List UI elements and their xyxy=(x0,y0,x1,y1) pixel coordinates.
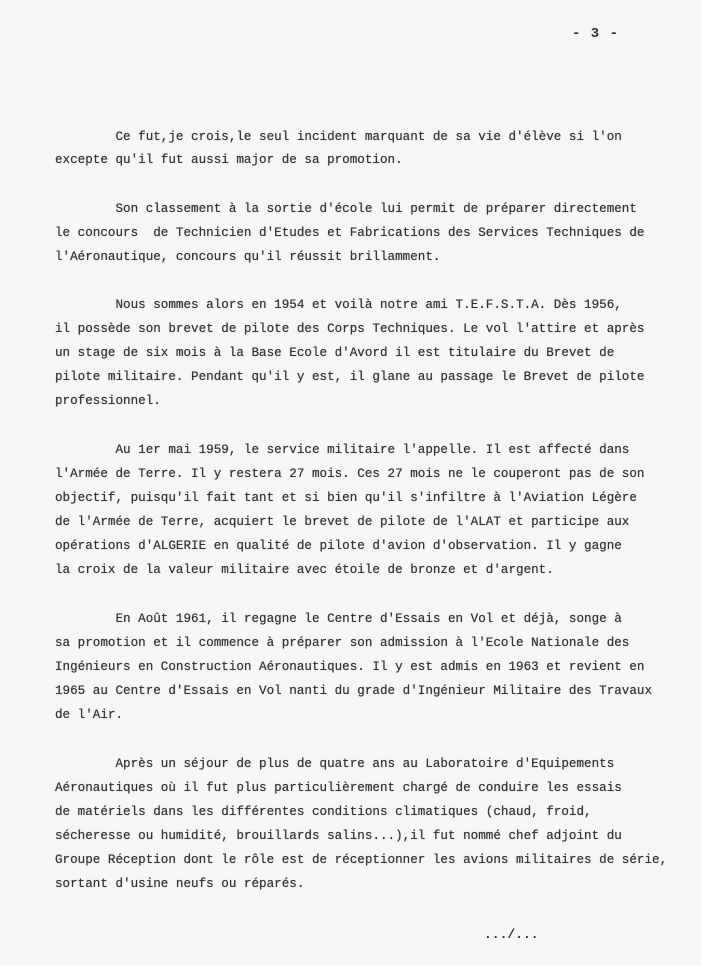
text-line: opérations d'ALGERIE en qualité de pilote d'avion d'observation. Il y gagne xyxy=(55,539,622,553)
text-line: la croix de la valeur militaire avec étoile de bronze et d'argent. xyxy=(55,563,554,577)
text-line: un stage de six mois à la Base Ecole d'Avord il est titulaire du Brevet de xyxy=(55,346,615,360)
text-line: professionnel. xyxy=(55,394,161,408)
text-line: sa promotion et il commence à préparer son admission à l'Ecole Nationale des xyxy=(55,636,630,650)
text-line: sécheresse ou humidité, brouillards salins...),il fut nommé chef adjoint du xyxy=(55,829,622,843)
text-line: pilote militaire. Pendant qu'il y est, il glane au passage le Brevet de pilote xyxy=(55,370,645,384)
text-line: Après un séjour de plus de quatre ans au Laboratoire d'Equipements xyxy=(55,757,615,771)
text-line: objectif, puisqu'il fait tant et si bien qu'il s'infiltre à l'Aviation Légère xyxy=(55,491,637,505)
continued-marker: .../... xyxy=(484,927,539,942)
text-line: sortant d'usine neufs ou réparés. xyxy=(55,877,305,891)
text-line: l'Armée de Terre. Il y restera 27 mois. Ces 27 mois ne le couperont pas de son xyxy=(55,467,645,481)
text-line: Nous sommes alors en 1954 et voilà notre ami T.E.F.S.T.A. Dès 1956, xyxy=(55,298,622,312)
page-number: - 3 - xyxy=(572,26,620,42)
text-line: Ce fut,je crois,le seul incident marquant de sa vie d'élève si l'on xyxy=(55,130,622,144)
text-line: de l'Air. xyxy=(55,708,124,722)
text-line: Ingénieurs en Construction Aéronautiques. Il y est admis en 1963 et revient en xyxy=(55,660,645,674)
text-line: En Août 1961, il regagne le Centre d'Essais en Vol et déjà, songe à xyxy=(55,612,622,626)
text-line: excepte qu'il fut aussi major de sa promotion. xyxy=(55,153,403,167)
text-line: Au 1er mai 1959, le service militaire l'appelle. Il est affecté dans xyxy=(55,443,630,457)
text-line: Groupe Réception dont le rôle est de réceptionner les avions militaires de série, xyxy=(55,853,668,867)
text-line: il possède son brevet de pilote des Corps Techniques. Le vol l'attire et après xyxy=(55,322,645,336)
text-line: 1965 au Centre d'Essais en Vol nanti du grade d'Ingénieur Militaire des Travaux xyxy=(55,684,653,698)
text-line: Aéronautiques où il fut plus particulièrement chargé de conduire les essais xyxy=(55,781,622,795)
text-line: Son classement à la sortie d'école lui permit de préparer directement xyxy=(55,202,637,216)
text-line: l'Aéronautique, concours qu'il réussit brillamment. xyxy=(55,250,441,264)
text-line: le concours de Technicien d'Etudes et Fabrications des Services Techniques de xyxy=(55,226,645,240)
text-line: de l'Armée de Terre, acquiert le brevet de pilote de l'ALAT et participe aux xyxy=(55,515,630,529)
text-line: de matériels dans les différentes conditions climatiques (chaud, froid, xyxy=(55,805,592,819)
